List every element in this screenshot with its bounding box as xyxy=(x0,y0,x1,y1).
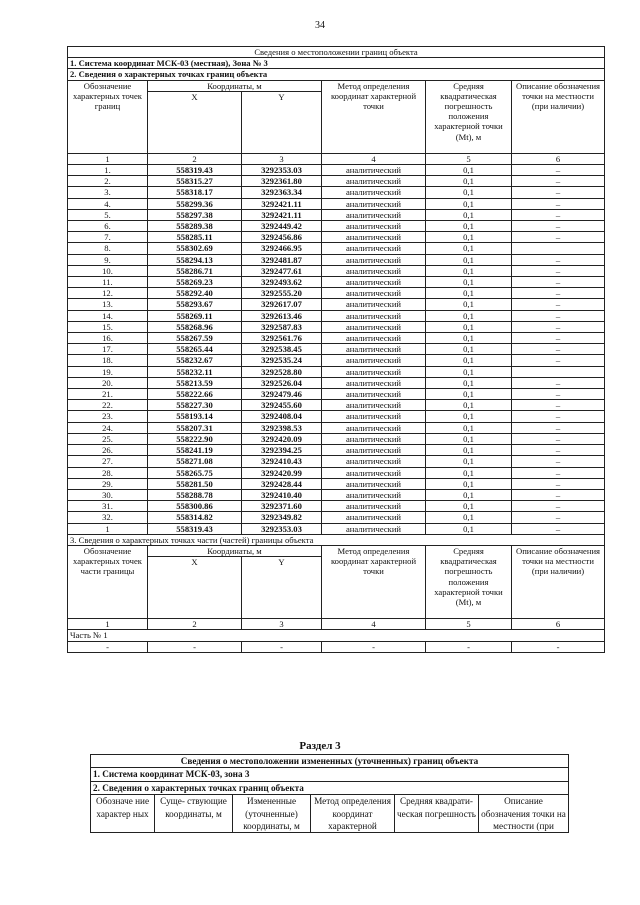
column-number: 3 xyxy=(242,153,322,164)
part-col-method: Метод определения координат характерной точки xyxy=(322,545,426,618)
table-row xyxy=(68,187,605,198)
table-row xyxy=(68,321,605,332)
part-column-number: 2 xyxy=(148,619,242,630)
method: аналитический xyxy=(322,467,426,478)
y-coordinate: 3292526.04 xyxy=(242,377,322,388)
x-coordinate: 558269.11 xyxy=(148,310,242,321)
y-coordinate: 3292479.46 xyxy=(242,389,322,400)
point-number: 11. xyxy=(68,277,148,288)
mean-error: 0,1 xyxy=(426,321,512,332)
part-label: Часть № 1 xyxy=(68,630,605,641)
x-coordinate: 558285.11 xyxy=(148,232,242,243)
table-row xyxy=(68,400,605,411)
empty-dash: - xyxy=(242,641,322,652)
y-coordinate: 3292617.07 xyxy=(242,299,322,310)
part-col-error: Средняя квадратическая погрешность положения характерной точки (Mt), м xyxy=(426,545,512,618)
x-coordinate: 558222.90 xyxy=(148,433,242,444)
part-column-number: 6 xyxy=(512,619,605,630)
method: аналитический xyxy=(322,288,426,299)
y-coordinate: 3292613.46 xyxy=(242,310,322,321)
part-col-x: X xyxy=(148,557,242,619)
table-row xyxy=(68,209,605,220)
x-coordinate: 558265.44 xyxy=(148,344,242,355)
table-row xyxy=(68,489,605,500)
point-number: 9. xyxy=(68,254,148,265)
description: – xyxy=(512,422,605,433)
mean-error: 0,1 xyxy=(426,232,512,243)
points-subheading: 2. Сведения о характерных точках границ объекта xyxy=(68,69,605,80)
table-row xyxy=(68,355,605,366)
point-number: 32. xyxy=(68,512,148,523)
y-coordinate: 3292421.11 xyxy=(242,198,322,209)
s3-col-description: Описание обозначения точки на местности (при xyxy=(479,795,569,833)
y-coordinate: 3292420.99 xyxy=(242,467,322,478)
mean-error: 0,1 xyxy=(426,389,512,400)
section3-title: Сведения о местоположении измененных (уточненных) границ объекта xyxy=(91,755,569,768)
method: аналитический xyxy=(322,389,426,400)
changed-boundary-table xyxy=(90,754,569,833)
mean-error: 0,1 xyxy=(426,411,512,422)
x-coordinate: 558269.23 xyxy=(148,277,242,288)
description: – xyxy=(512,523,605,534)
x-coordinate: 558293.67 xyxy=(148,299,242,310)
table-row xyxy=(68,478,605,489)
description: – xyxy=(512,265,605,276)
table-row xyxy=(68,254,605,265)
table-row xyxy=(68,176,605,187)
description: – xyxy=(512,221,605,232)
table-row xyxy=(68,456,605,467)
empty-dash: - xyxy=(426,641,512,652)
description: – xyxy=(512,512,605,523)
x-coordinate: 558286.71 xyxy=(148,265,242,276)
point-number: 2. xyxy=(68,176,148,187)
y-coordinate: 3292394.25 xyxy=(242,445,322,456)
description: – xyxy=(512,321,605,332)
description: – xyxy=(512,489,605,500)
method: аналитический xyxy=(322,478,426,489)
mean-error: 0,1 xyxy=(426,288,512,299)
point-number: 30. xyxy=(68,489,148,500)
method: аналитический xyxy=(322,344,426,355)
point-number: 1. xyxy=(68,165,148,176)
mean-error: 0,1 xyxy=(426,445,512,456)
point-number: 14. xyxy=(68,310,148,321)
point-number: 10. xyxy=(68,265,148,276)
point-number: 6. xyxy=(68,221,148,232)
description xyxy=(512,243,605,254)
method: аналитический xyxy=(322,232,426,243)
method: аналитический xyxy=(322,523,426,534)
table-row xyxy=(68,389,605,400)
column-number: 2 xyxy=(148,153,242,164)
mean-error: 0,1 xyxy=(426,400,512,411)
empty-dash: - xyxy=(322,641,426,652)
table-row xyxy=(68,265,605,276)
y-coordinate: 3292363.34 xyxy=(242,187,322,198)
x-coordinate: 558193.14 xyxy=(148,411,242,422)
mean-error: 0,1 xyxy=(426,254,512,265)
mean-error: 0,1 xyxy=(426,377,512,388)
description: – xyxy=(512,176,605,187)
y-coordinate: 3292421.11 xyxy=(242,209,322,220)
description: – xyxy=(512,187,605,198)
x-coordinate: 558265.75 xyxy=(148,467,242,478)
method: аналитический xyxy=(322,321,426,332)
column-number: 1 xyxy=(68,153,148,164)
method: аналитический xyxy=(322,187,426,198)
description: – xyxy=(512,377,605,388)
description: – xyxy=(512,478,605,489)
x-coordinate: 558289.38 xyxy=(148,221,242,232)
description: – xyxy=(512,333,605,344)
y-coordinate: 3292410.43 xyxy=(242,456,322,467)
point-number: 8. xyxy=(68,243,148,254)
x-coordinate: 558268.96 xyxy=(148,321,242,332)
mean-error: 0,1 xyxy=(426,165,512,176)
mean-error: 0,1 xyxy=(426,422,512,433)
point-number: 4. xyxy=(68,198,148,209)
empty-dash: - xyxy=(68,641,148,652)
x-coordinate: 558267.59 xyxy=(148,333,242,344)
x-coordinate: 558288.78 xyxy=(148,489,242,500)
point-number: 3. xyxy=(68,187,148,198)
col-point-designation: Обозначение характерных точек границ xyxy=(68,80,148,153)
method: аналитический xyxy=(322,366,426,377)
point-number: 20. xyxy=(68,377,148,388)
table-row xyxy=(68,366,605,377)
y-coordinate: 3292528.80 xyxy=(242,366,322,377)
table-row xyxy=(68,333,605,344)
method: аналитический xyxy=(322,433,426,444)
method: аналитический xyxy=(322,377,426,388)
method: аналитический xyxy=(322,176,426,187)
x-coordinate: 558302.69 xyxy=(148,243,242,254)
part-col-y: Y xyxy=(242,557,322,619)
mean-error: 0,1 xyxy=(426,310,512,321)
mean-error: 0,1 xyxy=(426,333,512,344)
point-number: 26. xyxy=(68,445,148,456)
method: аналитический xyxy=(322,445,426,456)
s3-col-existing: Суще- ствующие координаты, м xyxy=(155,795,233,833)
point-number: 22. xyxy=(68,400,148,411)
point-number: 19. xyxy=(68,366,148,377)
y-coordinate: 3292587.83 xyxy=(242,321,322,332)
mean-error: 0,1 xyxy=(426,366,512,377)
mean-error: 0,1 xyxy=(426,489,512,500)
s3-col-changed: Измененные (уточненные) координаты, м xyxy=(233,795,311,833)
y-coordinate: 3292535.24 xyxy=(242,355,322,366)
column-number: 4 xyxy=(322,153,426,164)
y-coordinate: 3292371.60 xyxy=(242,501,322,512)
x-coordinate: 558300.86 xyxy=(148,501,242,512)
y-coordinate: 3292410.40 xyxy=(242,489,322,500)
point-number: 27. xyxy=(68,456,148,467)
part-column-number: 3 xyxy=(242,619,322,630)
table-row xyxy=(68,198,605,209)
description: – xyxy=(512,456,605,467)
mean-error: 0,1 xyxy=(426,355,512,366)
point-number: 17. xyxy=(68,344,148,355)
method: аналитический xyxy=(322,501,426,512)
empty-dash: - xyxy=(148,641,242,652)
mean-error: 0,1 xyxy=(426,198,512,209)
part-col-designation: Обозначение характерных точек части границы xyxy=(68,545,148,618)
section3-heading: Раздел 3 xyxy=(299,740,341,752)
x-coordinate: 558207.31 xyxy=(148,422,242,433)
section3-subheading: 2. Сведения о характерных точках границ объекта xyxy=(91,781,569,794)
part-points-subheading: 3. Сведения о характерных точках части (частей) границы объекта xyxy=(68,534,605,545)
description: – xyxy=(512,288,605,299)
mean-error: 0,1 xyxy=(426,187,512,198)
coordinate-system: 1. Система координат МСК-03 (местная), Зона № 3 xyxy=(68,58,605,69)
section-title: Сведения о местоположении границ объекта xyxy=(68,47,605,58)
table-row xyxy=(68,232,605,243)
table-row xyxy=(68,310,605,321)
point-number: 21. xyxy=(68,389,148,400)
description: – xyxy=(512,445,605,456)
x-coordinate: 558271.08 xyxy=(148,456,242,467)
point-number: 5. xyxy=(68,209,148,220)
y-coordinate: 3292361.80 xyxy=(242,176,322,187)
point-number: 18. xyxy=(68,355,148,366)
mean-error: 0,1 xyxy=(426,478,512,489)
method: аналитический xyxy=(322,198,426,209)
section3-system: 1. Система координат МСК-03, зона 3 xyxy=(91,768,569,781)
point-number: 23. xyxy=(68,411,148,422)
description: – xyxy=(512,209,605,220)
x-coordinate: 558319.43 xyxy=(148,523,242,534)
column-number: 6 xyxy=(512,153,605,164)
col-method: Метод определения координат характерной точки xyxy=(322,80,426,153)
description: – xyxy=(512,389,605,400)
method: аналитический xyxy=(322,165,426,176)
x-coordinate: 558314.82 xyxy=(148,512,242,523)
table-row xyxy=(68,299,605,310)
method: аналитический xyxy=(322,422,426,433)
description: – xyxy=(512,310,605,321)
method: аналитический xyxy=(322,400,426,411)
y-coordinate: 3292408.04 xyxy=(242,411,322,422)
description: – xyxy=(512,400,605,411)
table-row xyxy=(68,221,605,232)
x-coordinate: 558232.67 xyxy=(148,355,242,366)
description: – xyxy=(512,433,605,444)
col-coordinates: Координаты, м xyxy=(148,80,322,91)
table-row xyxy=(68,243,605,254)
part-col-description: Описание обозначения точки на местности (при наличии) xyxy=(512,545,605,618)
method: аналитический xyxy=(322,265,426,276)
mean-error: 0,1 xyxy=(426,433,512,444)
description: – xyxy=(512,299,605,310)
y-coordinate: 3292449.42 xyxy=(242,221,322,232)
point-number: 1 xyxy=(68,523,148,534)
y-coordinate: 3292420.09 xyxy=(242,433,322,444)
method: аналитический xyxy=(322,254,426,265)
part-column-number: 4 xyxy=(322,619,426,630)
method: аналитический xyxy=(322,243,426,254)
description: – xyxy=(512,232,605,243)
description: – xyxy=(512,411,605,422)
part-column-number: 1 xyxy=(68,619,148,630)
y-coordinate: 3292555.20 xyxy=(242,288,322,299)
x-coordinate: 558292.40 xyxy=(148,288,242,299)
s3-col-method: Метод определения координат характерной xyxy=(311,795,395,833)
point-number: 25. xyxy=(68,433,148,444)
mean-error: 0,1 xyxy=(426,467,512,478)
description xyxy=(512,366,605,377)
mean-error: 0,1 xyxy=(426,501,512,512)
x-coordinate: 558213.59 xyxy=(148,377,242,388)
y-coordinate: 3292466.95 xyxy=(242,243,322,254)
y-coordinate: 3292349.82 xyxy=(242,512,322,523)
method: аналитический xyxy=(322,310,426,321)
x-coordinate: 558318.17 xyxy=(148,187,242,198)
table-row xyxy=(68,445,605,456)
y-coordinate: 3292477.61 xyxy=(242,265,322,276)
method: аналитический xyxy=(322,355,426,366)
point-number: 29. xyxy=(68,478,148,489)
mean-error: 0,1 xyxy=(426,277,512,288)
table-row xyxy=(68,411,605,422)
table-row xyxy=(68,377,605,388)
method: аналитический xyxy=(322,277,426,288)
mean-error: 0,1 xyxy=(426,221,512,232)
col-y: Y xyxy=(242,91,322,153)
description: – xyxy=(512,277,605,288)
col-error: Средняя квадратическая погрешность положения характерной точки (Mt), м xyxy=(426,80,512,153)
point-number: 7. xyxy=(68,232,148,243)
y-coordinate: 3292428.44 xyxy=(242,478,322,489)
method: аналитический xyxy=(322,512,426,523)
description: – xyxy=(512,467,605,478)
y-coordinate: 3292493.62 xyxy=(242,277,322,288)
table-row xyxy=(68,501,605,512)
x-coordinate: 558232.11 xyxy=(148,366,242,377)
y-coordinate: 3292456.86 xyxy=(242,232,322,243)
point-number: 13. xyxy=(68,299,148,310)
table-row xyxy=(68,433,605,444)
description: – xyxy=(512,198,605,209)
point-number: 28. xyxy=(68,467,148,478)
method: аналитический xyxy=(322,221,426,232)
method: аналитический xyxy=(322,209,426,220)
x-coordinate: 558319.43 xyxy=(148,165,242,176)
description: – xyxy=(512,254,605,265)
s3-col-error: Средняя квадрати- ческая погрешность xyxy=(395,795,479,833)
table-row xyxy=(68,422,605,433)
s3-col-designation: Обозначе ние характер ных xyxy=(91,795,155,833)
method: аналитический xyxy=(322,299,426,310)
y-coordinate: 3292481.87 xyxy=(242,254,322,265)
mean-error: 0,1 xyxy=(426,176,512,187)
y-coordinate: 3292538.45 xyxy=(242,344,322,355)
method: аналитический xyxy=(322,333,426,344)
method: аналитический xyxy=(322,411,426,422)
description: – xyxy=(512,165,605,176)
x-coordinate: 558222.66 xyxy=(148,389,242,400)
x-coordinate: 558315.27 xyxy=(148,176,242,187)
x-coordinate: 558299.36 xyxy=(148,198,242,209)
table-row xyxy=(68,344,605,355)
part-column-number: 5 xyxy=(426,619,512,630)
x-coordinate: 558227.30 xyxy=(148,400,242,411)
x-coordinate: 558294.13 xyxy=(148,254,242,265)
table-row xyxy=(68,165,605,176)
empty-dash: - xyxy=(512,641,605,652)
mean-error: 0,1 xyxy=(426,299,512,310)
method: аналитический xyxy=(322,489,426,500)
table-row xyxy=(68,512,605,523)
point-number: 31. xyxy=(68,501,148,512)
point-number: 16. xyxy=(68,333,148,344)
description: – xyxy=(512,501,605,512)
point-number: 24. xyxy=(68,422,148,433)
y-coordinate: 3292398.53 xyxy=(242,422,322,433)
description: – xyxy=(512,344,605,355)
boundary-table xyxy=(67,46,605,653)
x-coordinate: 558241.19 xyxy=(148,445,242,456)
table-row xyxy=(68,467,605,478)
page-number: 34 xyxy=(315,20,325,31)
mean-error: 0,1 xyxy=(426,243,512,254)
x-coordinate: 558297.38 xyxy=(148,209,242,220)
mean-error: 0,1 xyxy=(426,523,512,534)
table-row xyxy=(68,277,605,288)
column-number: 5 xyxy=(426,153,512,164)
x-coordinate: 558281.50 xyxy=(148,478,242,489)
col-description: Описание обозначения точки на местности (при наличии) xyxy=(512,80,605,153)
mean-error: 0,1 xyxy=(426,512,512,523)
part-col-coordinates: Координаты, м xyxy=(148,545,322,556)
mean-error: 0,1 xyxy=(426,265,512,276)
col-x: X xyxy=(148,91,242,153)
y-coordinate: 3292353.03 xyxy=(242,165,322,176)
point-number: 15. xyxy=(68,321,148,332)
mean-error: 0,1 xyxy=(426,209,512,220)
point-number: 12. xyxy=(68,288,148,299)
method: аналитический xyxy=(322,456,426,467)
table-row xyxy=(68,288,605,299)
y-coordinate: 3292353.03 xyxy=(242,523,322,534)
table-row xyxy=(68,523,605,534)
y-coordinate: 3292561.76 xyxy=(242,333,322,344)
y-coordinate: 3292455.60 xyxy=(242,400,322,411)
mean-error: 0,1 xyxy=(426,344,512,355)
description: – xyxy=(512,355,605,366)
mean-error: 0,1 xyxy=(426,456,512,467)
